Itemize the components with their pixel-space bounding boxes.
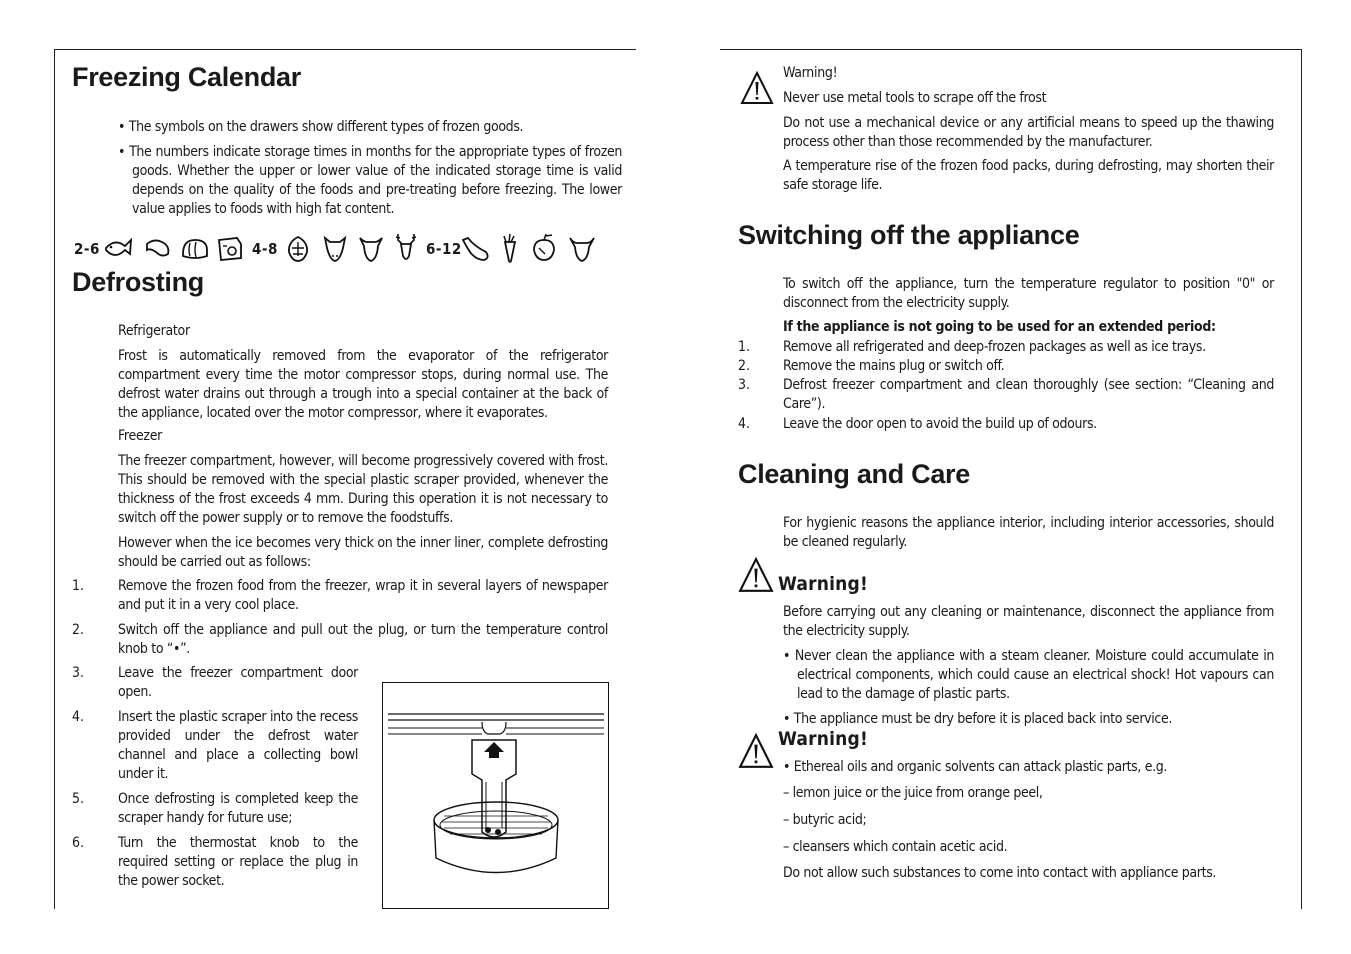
storage-group-label: 2-6 <box>74 240 100 258</box>
defrosting-title: Defrosting <box>72 267 205 297</box>
freezer-label: Freezer <box>118 428 163 444</box>
warning-text: Never use metal tools to scrape off the frost <box>783 90 1047 106</box>
warning-triangle-icon <box>740 70 774 106</box>
step-text: Once defrosting is completed keep the scraper handy for future use; <box>118 791 358 826</box>
step-text: Defrost freezer compartment and clean thoroughly (see section: “Cleaning and Care”). <box>783 377 1274 412</box>
step-number: 4. <box>72 709 85 725</box>
carrot-icon <box>498 232 522 264</box>
warning-text: A temperature rise of the frozen food packs, during defrosting, may shorten their safe storage life. <box>783 158 1274 193</box>
pig-icon <box>322 234 348 264</box>
step-text: Remove the frozen food from the freezer, wrap it in several layers of newspaper and put it in a very cool place. <box>118 578 608 613</box>
freezing-bullet-2: • The numbers indicate storage times in months for the appropriate types of frozen goods. Whether the upper or lower value of the indicated storage time is valid depends on the quality of the foods and pre-treating before freezing. The lower value applies to foods with high fat content. <box>118 144 622 217</box>
beef-icon <box>568 234 596 264</box>
left-top-rule <box>54 49 636 50</box>
freezer-text-1: The freezer compartment, however, will become progressively covered with frost. This should be removed with the special plastic scraper provided, whenever the thickness of the frost exceeds 4 mm. During this operation it is not necessary to switch off the power supply or to remove the foodstuffs. <box>118 453 608 526</box>
step-number: 1. <box>72 578 85 594</box>
deer-icon <box>392 232 420 264</box>
dash-item: – lemon juice or the juice from orange peel, <box>783 785 1043 801</box>
warning-text: Before carrying out any cleaning or maintenance, disconnect the appliance from the electricity supply. <box>783 604 1274 639</box>
step-text: Turn the thermostat knob to the required setting or replace the plug in the power socket. <box>118 835 358 889</box>
freezing-bullet-1: • The symbols on the drawers show different types of frozen goods. <box>118 119 524 135</box>
dash-item: – butyric acid; <box>783 812 867 828</box>
storage-group-label: 6-12 <box>426 240 462 258</box>
warning-triangle-icon <box>738 556 774 594</box>
cow-icon <box>358 234 384 264</box>
extended-period-label: If the appliance is not going to be used for an extended period: <box>783 319 1216 335</box>
step-text: Switch off the appliance and pull out the plug, or turn the temperature control knob to “•”. <box>118 622 608 657</box>
switching-off-title: Switching off the appliance <box>738 220 1080 250</box>
storage-group-label: 4-8 <box>252 240 278 258</box>
step-number: 3. <box>72 665 85 681</box>
right-top-rule <box>720 49 1302 50</box>
chicken-icon <box>284 234 312 264</box>
warning-text: Do not use a mechanical device or any artificial means to speed up the thawing process other than those recommended by the manufacturer. <box>783 115 1274 150</box>
freezing-calendar-title: Freezing Calendar <box>72 62 301 92</box>
step-number: 5. <box>72 791 85 807</box>
warning-bullet: • The appliance must be dry before it is placed back into service. <box>783 711 1173 727</box>
sausage-icon <box>144 236 172 262</box>
left-side-rule <box>54 49 55 909</box>
freezer-text-2: However when the ice becomes very thick on the inner liner, complete defrosting should be carried out as follows: <box>118 535 608 570</box>
switching-off-text: To switch off the appliance, turn the temperature regulator to position "0" or disconnect from the electricity supply. <box>783 276 1274 311</box>
warning-bullet: • Never clean the appliance with a steam cleaner. Moisture could accumulate in electrical components, which could cause an electrical shock! Hot vapours can lead to the damage of plastic parts. <box>783 648 1274 702</box>
ham-icon <box>460 234 492 264</box>
warning-triangle-icon <box>738 732 774 770</box>
warning-label: Warning! <box>783 65 838 81</box>
step-text: Remove all refrigerated and deep-frozen packages as well as ice trays. <box>783 339 1206 355</box>
bread-icon <box>180 236 210 262</box>
step-number: 6. <box>72 835 85 851</box>
warning-bullet: • Ethereal oils and organic solvents can attack plastic parts, e.g. <box>783 759 1168 775</box>
freezing-calendar-strip <box>72 230 612 270</box>
step-text: Leave the freezer compartment door open. <box>118 665 358 700</box>
cake-icon <box>215 234 245 264</box>
step-text: Leave the door open to avoid the build up of odours. <box>783 416 1097 432</box>
right-side-rule <box>1301 49 1302 909</box>
step-number: 1. <box>738 339 751 355</box>
refrigerator-text: Frost is automatically removed from the evaporator of the refrigerator compartment every time the motor compressor stops, during normal use. The defrost water drains out through a trough into a special container at the back of the appliance, located over the motor compressor, where it evaporates. <box>118 348 608 421</box>
step-number: 2. <box>72 622 85 638</box>
step-number: 3. <box>738 377 751 393</box>
warning-final-text: Do not allow such substances to come into contact with appliance parts. <box>783 865 1217 881</box>
step-text: Insert the plastic scraper into the recess provided under the defrost water channel and place a collecting bowl under it. <box>118 709 358 782</box>
step-number: 2. <box>738 358 751 374</box>
dash-item: – cleansers which contain acetic acid. <box>783 839 1008 855</box>
step-text: Remove the mains plug or switch off. <box>783 358 1005 374</box>
warning-label: Warning! <box>778 728 868 750</box>
step-number: 4. <box>738 416 751 432</box>
refrigerator-label: Refrigerator <box>118 323 190 339</box>
fruit-icon <box>530 232 558 264</box>
fish-icon <box>103 234 133 264</box>
defrost-scraper-illustration <box>382 682 609 909</box>
cleaning-text: For hygienic reasons the appliance interior, including interior accessories, should be cleaned regularly. <box>783 515 1274 550</box>
warning-label: Warning! <box>778 573 868 595</box>
cleaning-care-title: Cleaning and Care <box>738 459 970 489</box>
